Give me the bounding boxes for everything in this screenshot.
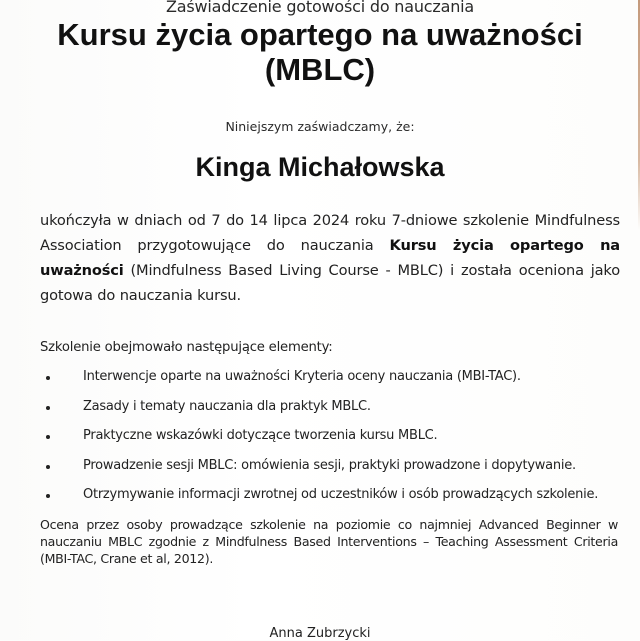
title-line-2: (MBLC) [264, 52, 376, 87]
bullet-icon [46, 435, 50, 439]
certification-intro: Niniejszym zaświadczamy, że: [225, 119, 415, 134]
list-item [0, 456, 640, 486]
list-item [0, 485, 640, 515]
signer-name: Anna Zubrzycki [269, 626, 371, 641]
completion-text-part2: (Mindfulness Based Living Course - MBLC) i została oceniona jako gotowa do nauczania kursu. [40, 262, 620, 304]
list-item [0, 367, 640, 397]
certificate-title [0, 17, 640, 87]
list-item [0, 397, 640, 427]
training-elements-list [0, 367, 640, 515]
bullet-icon [46, 494, 50, 498]
list-item-text: Interwencje oparte na uważności Kryteria oceny nauczania (MBI-TAC). [83, 369, 521, 384]
bullet-icon [46, 406, 50, 410]
list-item [0, 426, 640, 456]
completion-text-part1: ukończyła w dniach od 7 do 14 lipca 2024 roku 7-dniowe szkolenie Mindfulness Association przygotowujące do nauczania [40, 212, 620, 254]
elements-heading: Szkolenie obejmowało następujące elementy: [40, 340, 333, 355]
list-item-text: Otrzymywanie informacji zwrotnej od uczestników i osób prowadzących szkolenie. [83, 487, 599, 502]
completion-paragraph [40, 208, 620, 308]
certificate-subtitle: Zaświadczenie gotowości do nauczania [165, 0, 474, 16]
recipient-name: Kinga Michałowska [195, 152, 445, 182]
list-item-text: Zasady i tematy nauczania dla praktyk MBLC. [83, 398, 371, 414]
title-line-1: Kursu życia opartego na uważności [57, 17, 583, 52]
list-item-text: Prowadzenie sesji MBLC: omówienia sesji, praktyki prowadzone i dopytywanie. [83, 457, 576, 473]
bullet-icon [46, 465, 50, 469]
list-item-text: Praktyczne wskazówki dotyczące tworzenia kursu MBLC. [83, 428, 438, 443]
bullet-icon [46, 376, 50, 380]
course-name-bold: Kursu życia opartego na uważności [40, 237, 621, 279]
assessment-paragraph: Ocena przez osoby prowadzące szkolenie na poziomie co najmniej Advanced Beginner w nauczaniu MBLC zgodnie z Mindfulness Based Interventions – Teaching Assessment Criteria (MBI-TAC, Crane et al, 2012). [40, 517, 618, 566]
